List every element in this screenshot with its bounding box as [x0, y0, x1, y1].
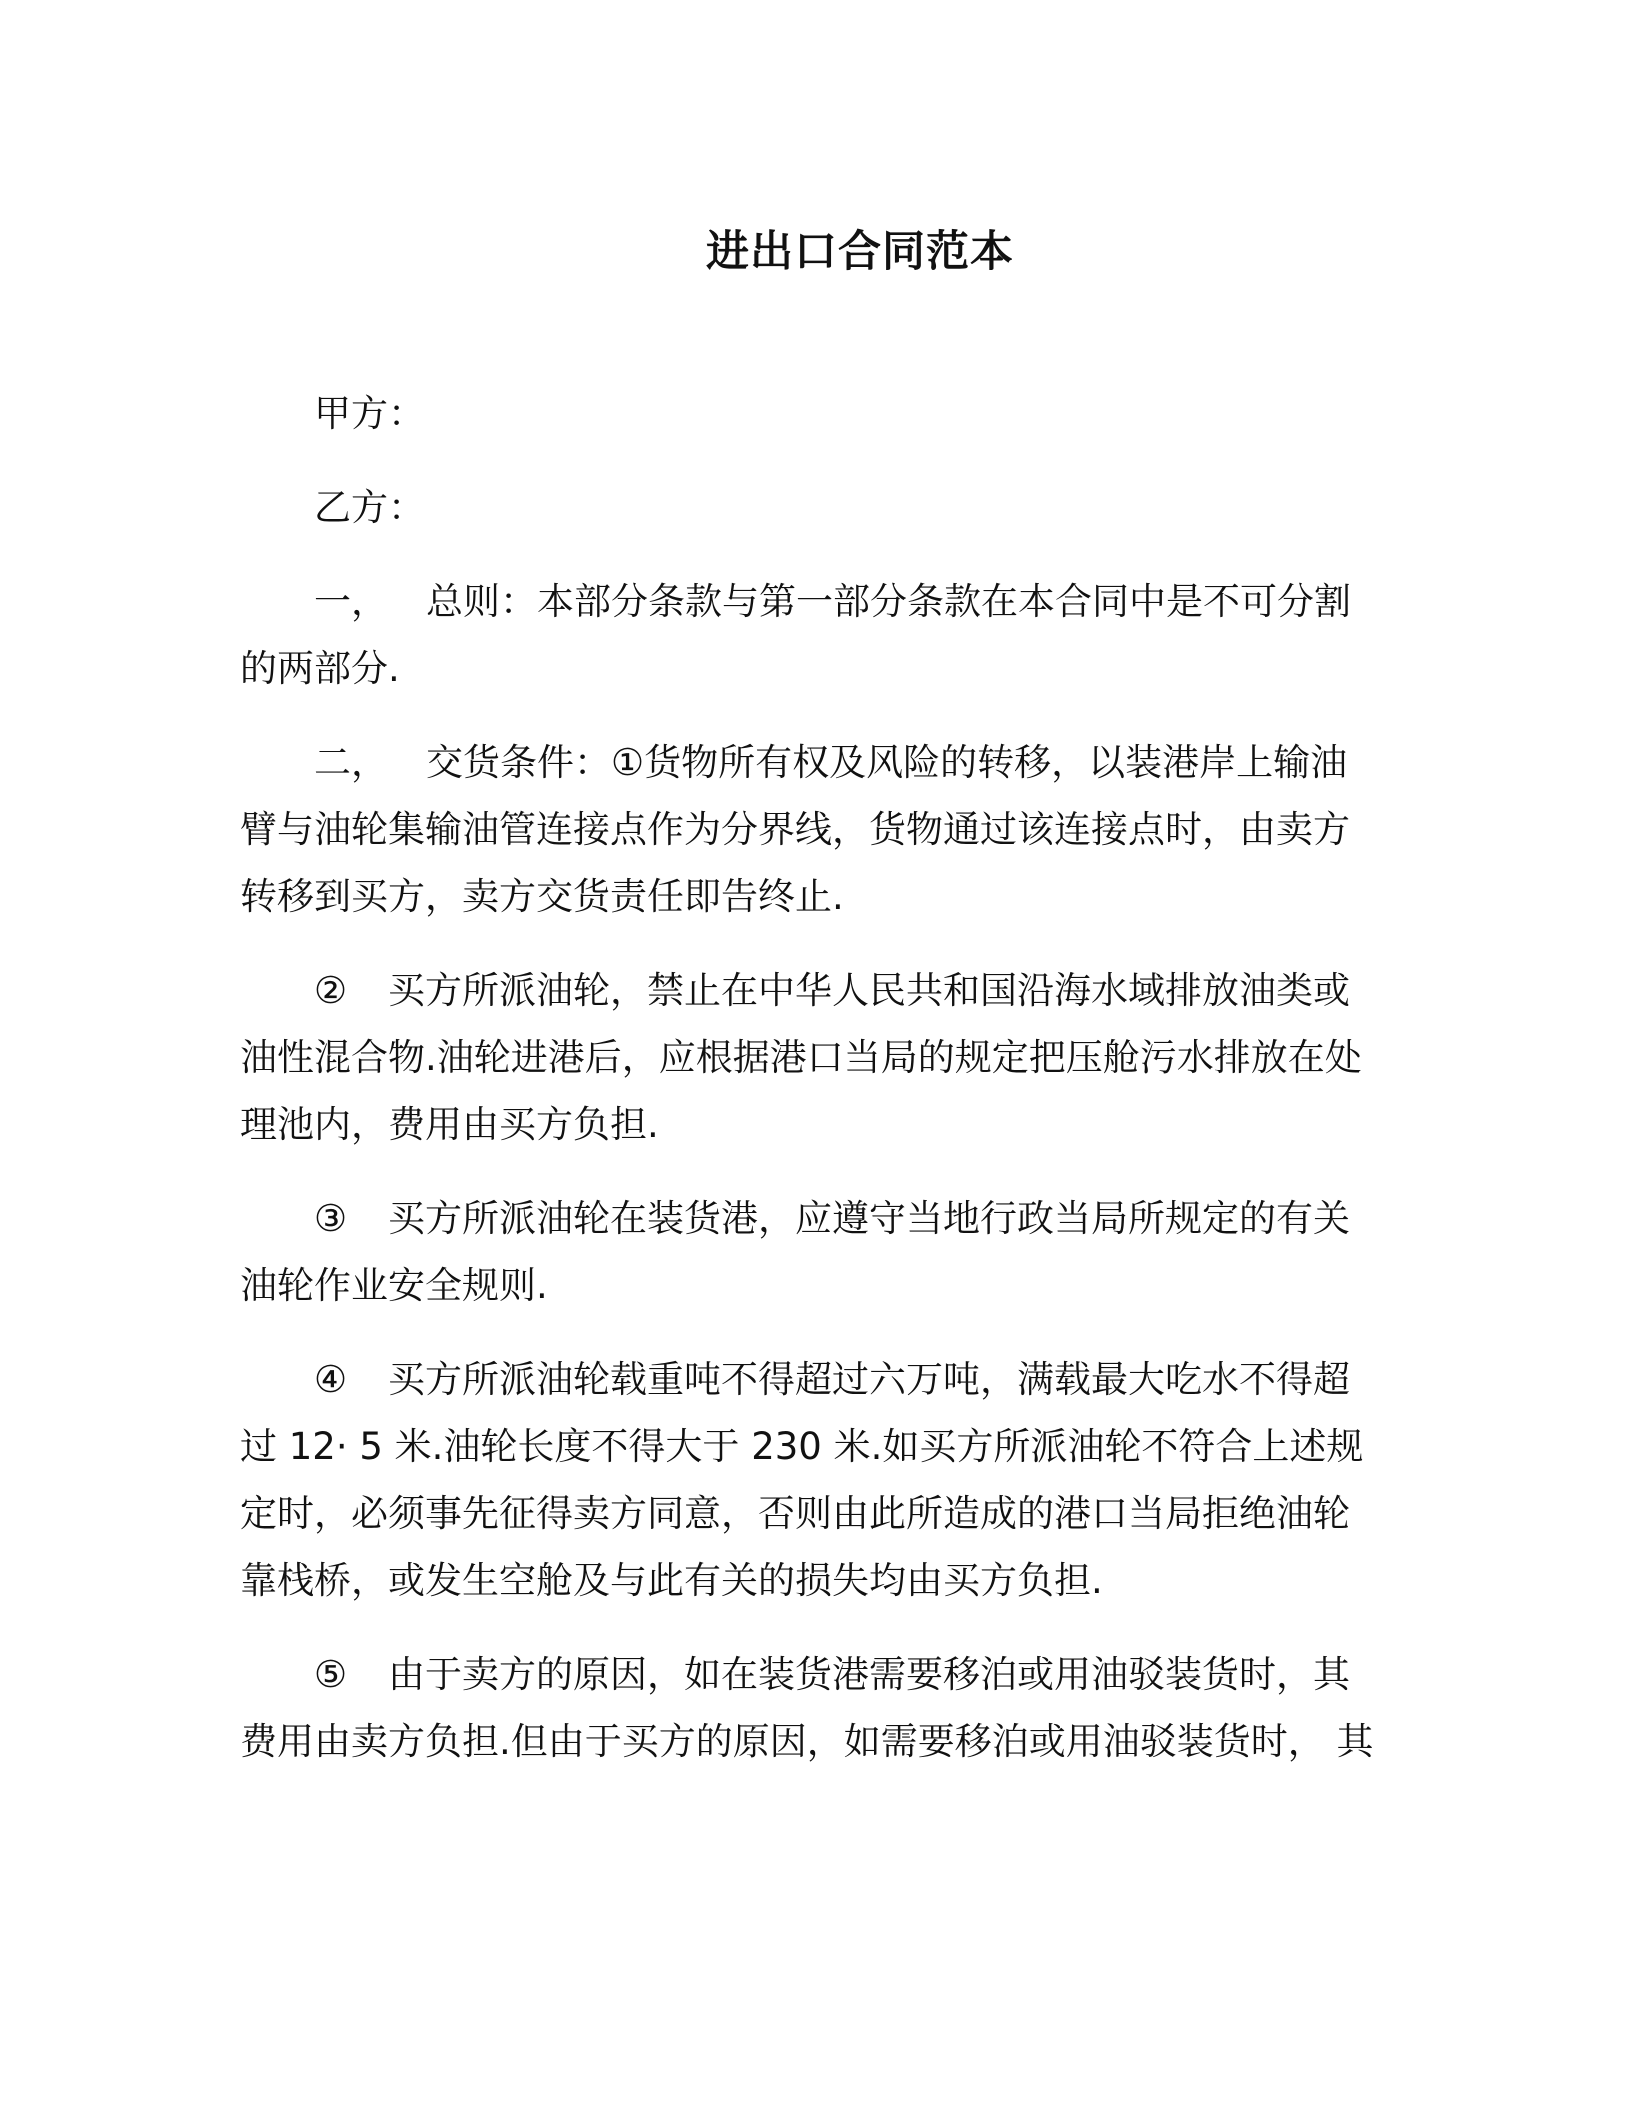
clause-5-text-2: 费用由卖方负担.但由于买方的原因，如需要移泊或用油驳装货时， 其 — [240, 1720, 1374, 1763]
section-delivery-number: 二， — [314, 741, 388, 784]
section-delivery-text-3: 转移到买方，卖方交货责任即告终止. — [240, 875, 844, 918]
clause-3-text-1: 买方所派油轮在装货港，应遵守当地行政当局所规定的有关 — [388, 1197, 1350, 1240]
section-general-text-2: 的两部分. — [240, 647, 400, 690]
document-title: 进出口合同范本 — [706, 227, 1014, 277]
party-a-line — [240, 380, 1360, 447]
clause-3-number: ③ — [314, 1197, 348, 1240]
clause-4-text-1: 买方所派油轮载重吨不得超过六万吨，满载最大吃水不得超 — [388, 1358, 1350, 1401]
clause-4-line-1 — [240, 1346, 1360, 1413]
document-body — [240, 380, 1374, 1802]
clause-2-text-3: 理池内，费用由买方负担. — [240, 1103, 659, 1146]
clause-4-text-2: 过 12· 5 米.油轮长度不得大于 230 米.如买方所派油轮不符合上述规 — [240, 1425, 1364, 1468]
clause-2 — [240, 957, 1360, 1158]
clause-3-line-1 — [240, 1185, 1360, 1252]
section-delivery-line-1 — [240, 729, 1360, 796]
clause-2-line-1 — [240, 957, 1360, 1024]
section-delivery — [240, 729, 1360, 930]
clause-4-number: ④ — [314, 1358, 348, 1401]
party-b-label: 乙方： — [314, 486, 425, 529]
clause-2-text-2: 油性混合物.油轮进港后，应根据港口当局的规定把压舱污水排放在处 — [240, 1036, 1362, 1079]
section-delivery-text-1: 交货条件：①货物所有权及风险的转移，以装港岸上输油 — [426, 741, 1348, 784]
section-general-number: 一， — [314, 580, 388, 623]
clause-2-text-1: 买方所派油轮，禁止在中华人民共和国沿海水域排放油类或 — [388, 969, 1350, 1012]
clause-5-text-1: 由于卖方的原因，如在装货港需要移泊或用油驳装货时，其 — [388, 1653, 1350, 1696]
section-general-text-1: 总则：本部分条款与第一部分条款在本合同中是不可分割 — [426, 580, 1351, 623]
clause-5-line-1 — [240, 1641, 1360, 1708]
party-b-line — [240, 474, 1360, 541]
clause-5-number: ⑤ — [314, 1653, 348, 1696]
clause-3-text-2: 油轮作业安全规则. — [240, 1264, 548, 1307]
party-a-label: 甲方： — [314, 392, 425, 435]
clause-3 — [240, 1185, 1360, 1319]
clause-4-text-4: 靠栈桥，或发生空舱及与此有关的损失均由买方负担. — [240, 1559, 1103, 1602]
clause-4 — [240, 1346, 1364, 1614]
clause-5 — [240, 1641, 1374, 1775]
clause-4-text-3: 定时，必须事先征得卖方同意，否则由此所造成的港口当局拒绝油轮 — [240, 1492, 1350, 1535]
section-general — [240, 568, 1360, 702]
section-general-line-1 — [240, 568, 1360, 635]
clause-2-number: ② — [314, 969, 348, 1012]
section-delivery-text-2: 臂与油轮集输油管连接点作为分界线，货物通过该连接点时，由卖方 — [240, 808, 1350, 851]
